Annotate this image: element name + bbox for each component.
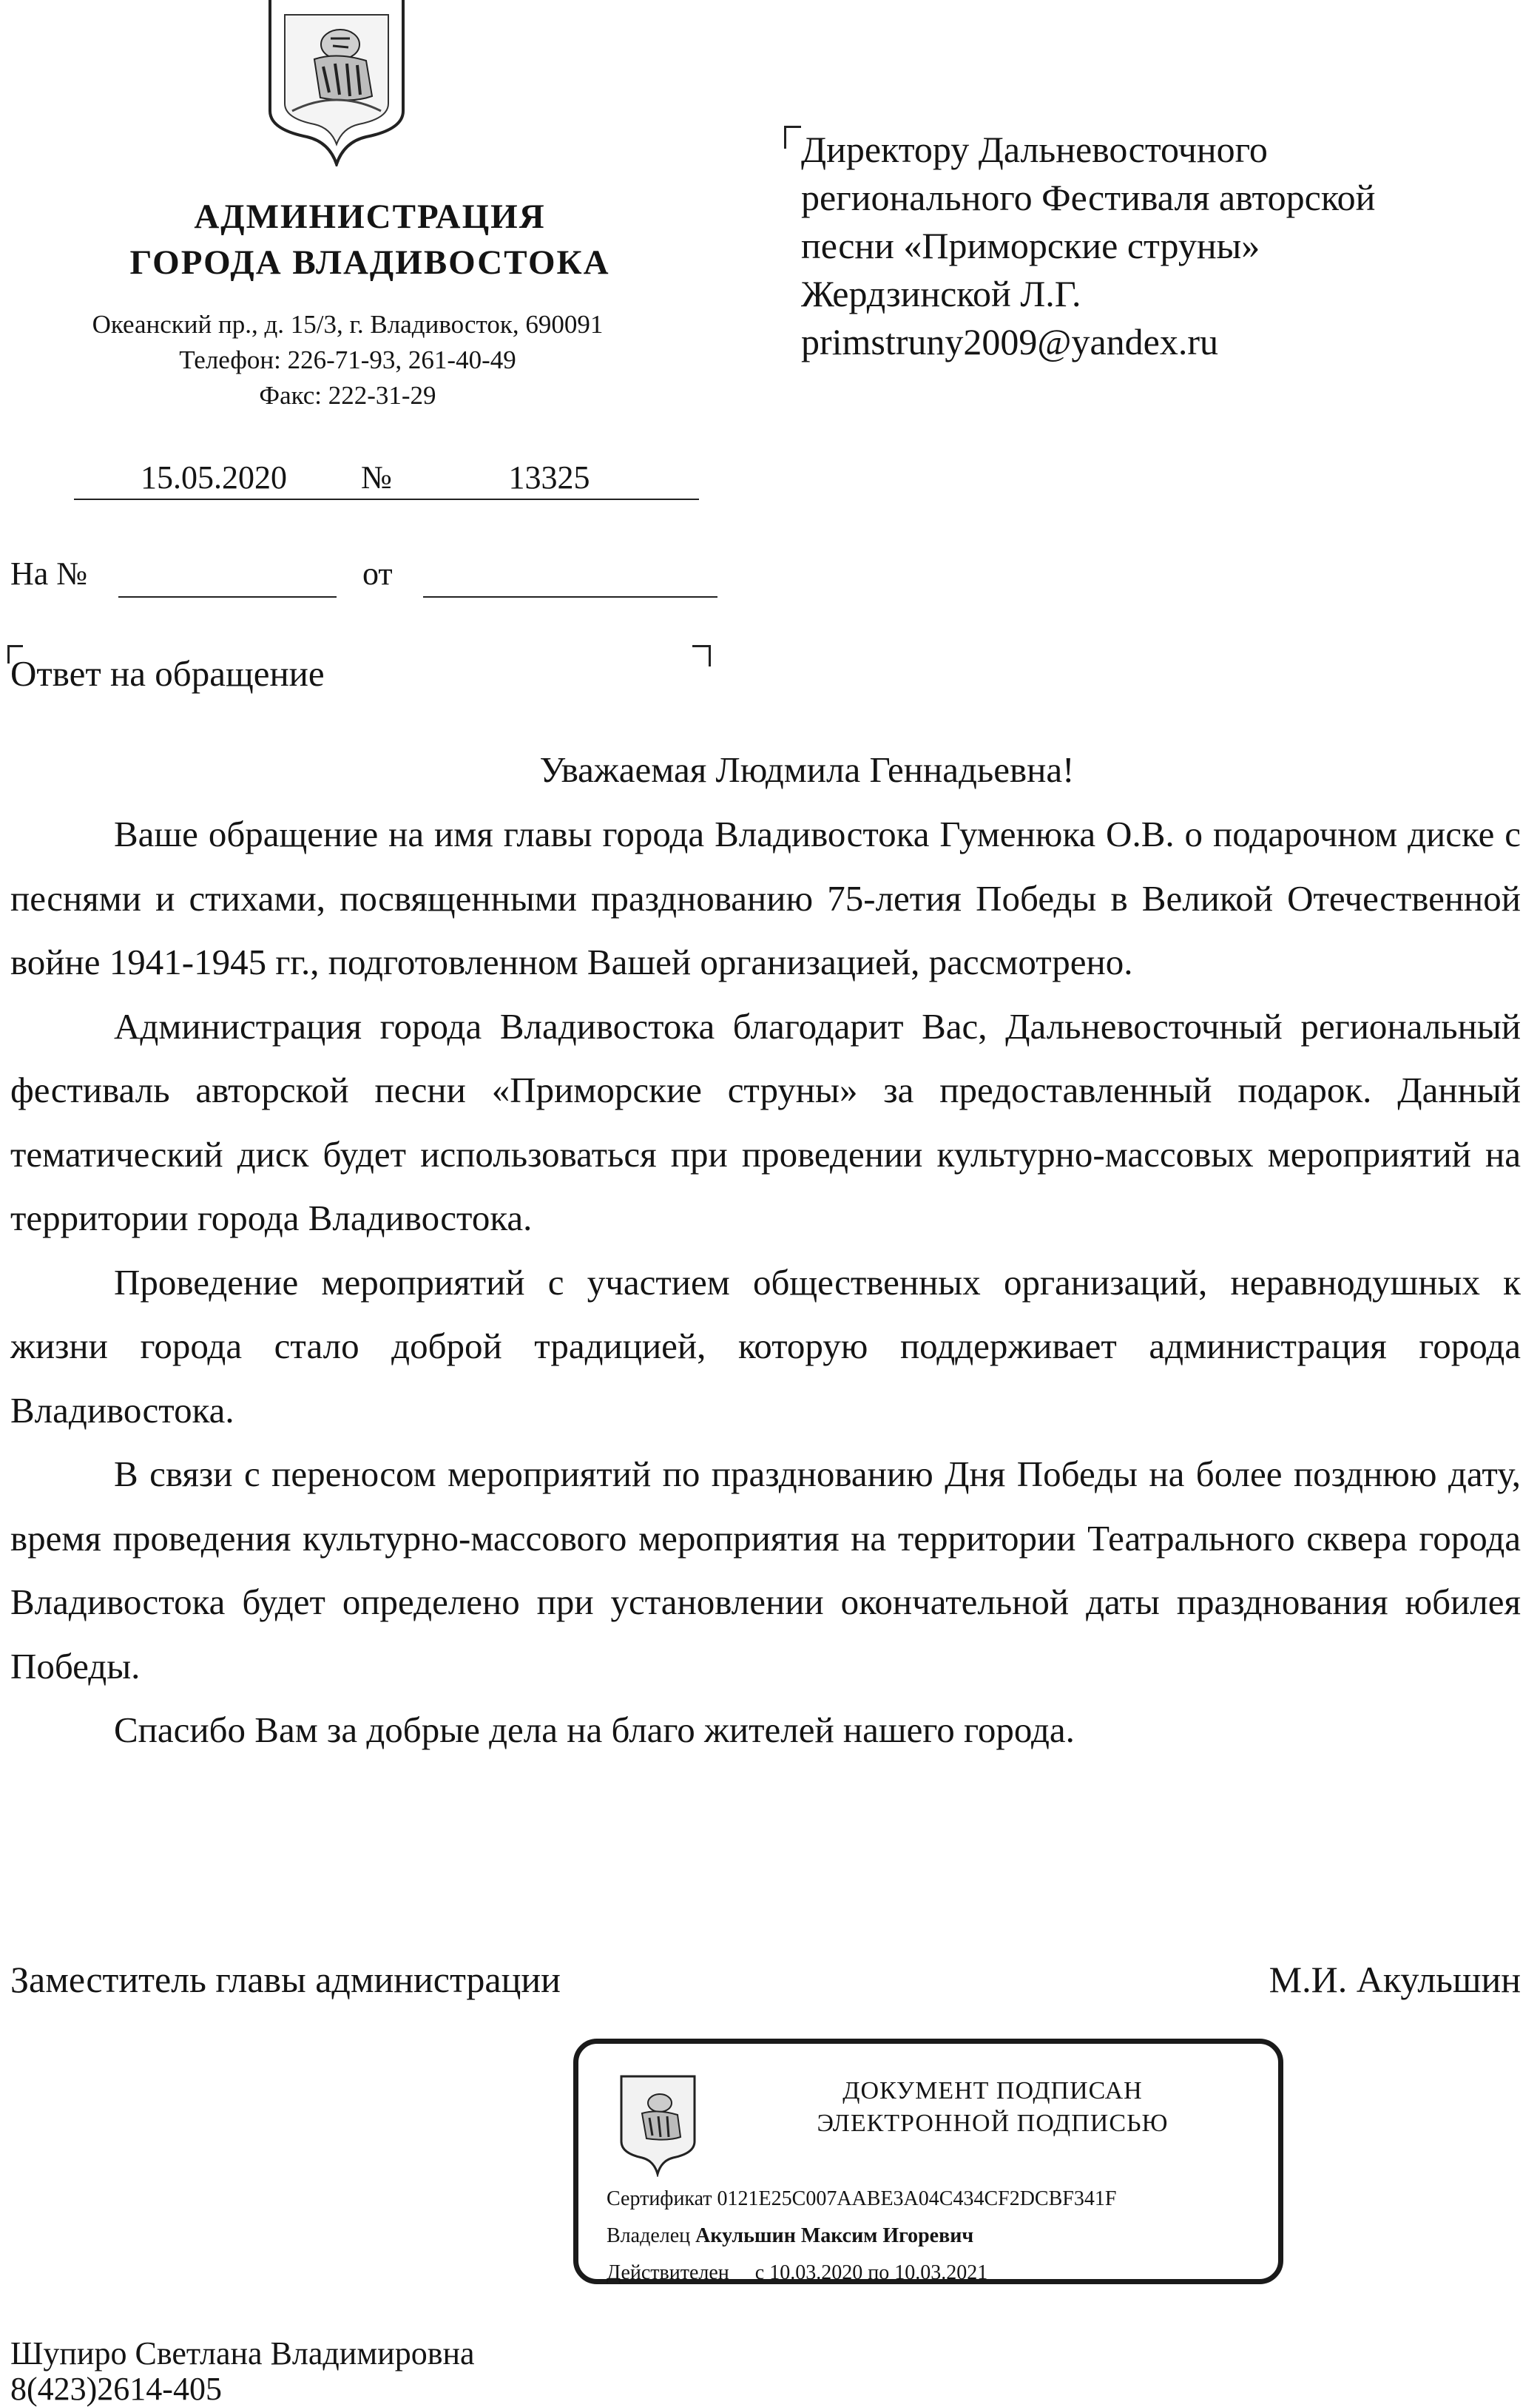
stamp-valid-from-label: с [754,2261,765,2284]
body-paragraph-4: В связи с переносом мероприятий по празднованию Дня Победы на более позднюю дату, время проведения культурно-массового мероприятия на территории Театрального сквера города Владивостока будет определено при установлении окончательной даты празднования юбилея Победы. [10,1454,1521,1687]
outgoing-number: 13325 [508,459,590,496]
stamp-certificate-label: Сертификат [607,2187,712,2210]
organization-name-line1: АДМИНИСТРАЦИЯ [194,198,546,236]
stamp-coat-of-arms-icon [615,2073,700,2177]
stamp-title-line1: ДОКУМЕНТ ПОДПИСАН [842,2077,1143,2104]
executor-phone: 8(423)2614-405 [10,2371,222,2407]
organization-address: Океанский пр., д. 15/3, г. Владивосток, 690091 [92,310,604,339]
stamp-owner-value: Акульшин Максим Игоревич [695,2224,974,2247]
city-coat-of-arms-icon [263,0,411,166]
addressee-line3: песни «Приморские струны» [801,225,1260,266]
stamp-owner-label: Владелец [607,2224,691,2247]
stamp-valid-from: 10.03.2020 [769,2261,863,2284]
stamp-validity-label: Действителен [607,2261,729,2284]
stamp-valid-to: 10.03.2021 [894,2261,988,2284]
executor-block [10,2336,475,2407]
stamp-valid-to-label: по [868,2261,890,2284]
addressee-line4: Жердзинской Л.Г. [801,273,1081,314]
body-paragraph-2: Администрация города Владивостока благодарит Вас, Дальневосточный региональный фестиваль авторской песни «Приморские струны» за предоставленный подарок. Данный тематический диск будет использоваться при проведении культурно-массовых мероприятий на территории города Владивостока. [10,1005,1521,1238]
outgoing-number-field [399,457,699,500]
stamp-title [734,2075,1252,2140]
outgoing-number-label: № [354,457,399,500]
reference-from-label: от [362,556,393,592]
subject-corner-right [692,645,711,666]
body-paragraph-3: Проведение мероприятий с участием общественных организаций, неравнодушных к жизни города стало доброй традицией, которую поддерживает администрация города Владивостока. [10,1261,1521,1431]
signatory-name: М.И. Акульшин [1269,1959,1521,2000]
stamp-details [607,2181,1272,2292]
stamp-validity-row [607,2255,1272,2292]
addressee-line2: регионального Фестиваля авторской [801,177,1376,218]
organization-contacts [30,307,666,413]
addressee-corner-left [784,126,801,149]
stamp-owner-row [607,2218,1272,2255]
salutation: Уважаемая Людмила Геннадьевна! [539,749,1075,790]
letter-body [10,803,1521,1763]
outgoing-date: 15.05.2020 [141,459,287,496]
stamp-certificate-row [607,2181,1272,2218]
stamp-title-line2: ЭЛЕКТРОННОЙ ПОДПИСЬЮ [817,2110,1169,2137]
reference-number-label: На № [10,556,88,592]
stamp-certificate-value: 0121E25C007AABE3A04C434CF2DCBF341F [717,2187,1117,2210]
signatory-position: Заместитель главы администрации [10,1959,561,2000]
electronic-signature-stamp [573,2039,1283,2284]
organization-phone: Телефон: 226-71-93, 261-40-49 [179,345,516,374]
addressee-block [801,126,1511,366]
addressee-line1: Директору Дальневосточного [801,129,1268,170]
letter-subject: Ответ на обращение [10,653,325,694]
reference-date-field [423,555,717,598]
organization-fax: Факс: 222-31-29 [259,381,436,410]
organization-name-line2: ГОРОДА ВЛАДИВОСТОКА [129,243,610,282]
addressee-email: primstruny2009@yandex.ru [801,321,1219,362]
executor-name: Шупиро Светлана Владимировна [10,2335,475,2371]
body-paragraph-5: Спасибо Вам за добрые дела на благо жителей нашего города. [114,1709,1075,1750]
outgoing-date-field [74,457,354,500]
reference-number-field [118,555,337,598]
organization-name [81,194,658,286]
body-paragraph-1: Ваше обращение на имя главы города Владивостока Гуменюка О.В. о подарочном диске с песнями и стихами, посвященными празднованию 75-летия Победы в Великой Отечественной войне 1941-1945 гг., подготовленном Вашей организацией, рассмотрено. [10,814,1521,982]
